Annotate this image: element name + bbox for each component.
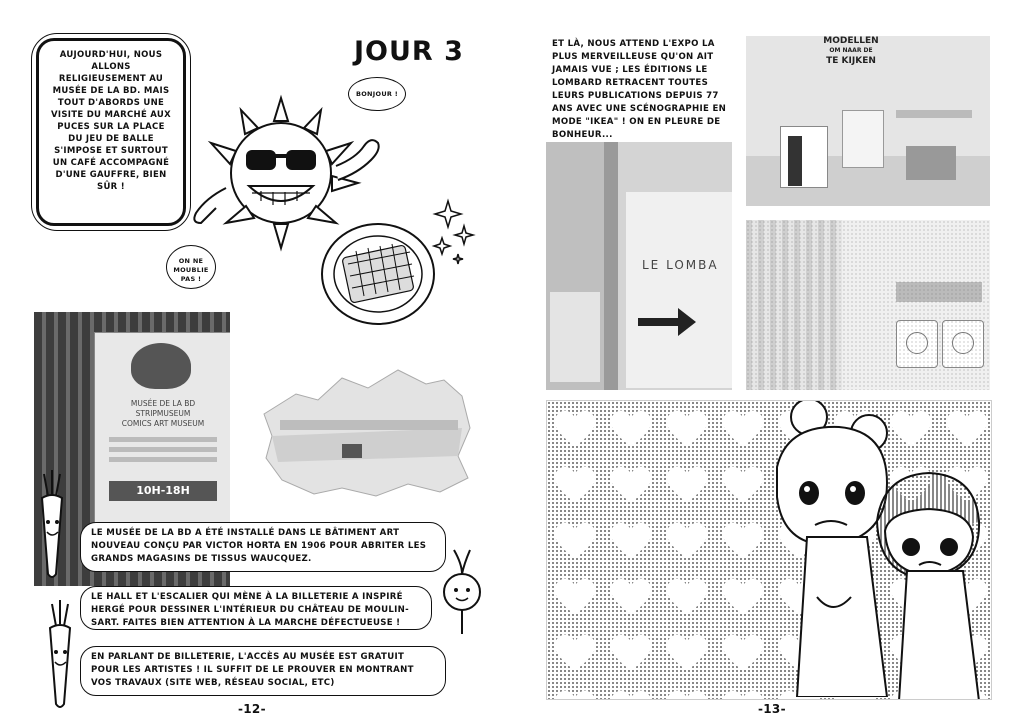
sign-hours: 10H-18H — [109, 481, 217, 501]
hallway-photo — [258, 366, 474, 498]
page-number-right: -13- — [758, 702, 786, 716]
page-title: JOUR 3 — [354, 36, 464, 67]
carrot-character-illustration — [32, 470, 72, 580]
photo-sign-line-2: OM NAAR DE — [829, 47, 873, 54]
intro-text: AUJOURD'HUI, NOUS ALLONS RELIGIEUSEMENT AU MUSÉE DE LA BD. MAIS TOUT D'ABORDS UNE VISITE DU MARCHÉ AUX PUCES SUR LA PLACE DU JEU DE BALLE S'IMPOSE ET SURTOUT UN CAFÉ ACCOMPAGNÉ D'UNE GAUFFRE, BIEN SÛR ! — [51, 50, 171, 192]
museum-sign-panel — [94, 332, 230, 534]
caption-ticketing — [80, 646, 446, 696]
ikea-room-photo — [746, 36, 990, 206]
arrow-right-icon — [634, 302, 700, 342]
caption-text: LE MUSÉE DE LA BD A ÉTÉ INSTALLÉ DANS LE BÂTIMENT ART NOUVEAU CONÇU PAR VICTOR HORTA EN 1906 POUR ABRITER LES GRANDS MAGASINS DE TISSUS WAUCQUEZ. — [91, 528, 427, 564]
page-number-left: -12- — [238, 702, 266, 716]
le-lombard-entrance-photo — [546, 142, 732, 390]
caption-hall-staircase — [80, 586, 432, 630]
expo-text: ET LÀ, NOUS ATTEND L'EXPO LA PLUS MERVEILLEUSE QU'ON AIT JAMAIS VUE ; LES ÉDITIONS LE LOMBARD RETRACENT TOUTES LEURS PUBLICATIONS DEPUIS 77 ANS AVEC UNE SCÉNOGRAPHIE EN MODE "IKEA" ! ON EN PLEURE DE BONHEUR... — [552, 39, 727, 140]
sparkle-icon — [428, 196, 478, 276]
waffle-plate-illustration — [316, 216, 440, 328]
photo-lombard-sign: LE LOMBA — [642, 258, 719, 272]
bubble-oublie-text: ON NE MOUBLIE PAS ! — [173, 257, 209, 283]
photo-sign-line-1: MODELLEN — [823, 36, 879, 46]
speech-bubble-bonjour — [348, 77, 406, 111]
right-page — [512, 0, 1024, 726]
sign-line-2: STRIPMUSEUM — [135, 409, 191, 418]
turnip-character-illustration — [440, 548, 484, 638]
caption-text: EN PARLANT DE BILLETERIE, L'ACCÈS AU MUSÉE EST GRATUIT POUR LES ARTISTES ! IL SUFFIT DE LE PROUVER EN MONTRANT VOS TRAVAUX (SITE WEB, RÉSEAU SOCIAL, ETC) — [91, 652, 414, 688]
sign-line-1: MUSÉE DE LA BD — [130, 399, 196, 408]
carrot-character-illustration — [40, 600, 80, 710]
museum-logo — [131, 343, 191, 389]
laundry-room-photo — [746, 220, 990, 390]
sign-line-3: COMICS ART MUSEUM — [121, 419, 205, 428]
photo-sign-line-3: TE KIJKEN — [826, 56, 876, 66]
crying-girl-character-2 — [863, 451, 991, 700]
caption-museum-history — [80, 522, 446, 572]
crying-characters-panel — [546, 400, 992, 700]
bubble-bonjour-text: BONJOUR ! — [355, 90, 399, 98]
caption-text: LE HALL ET L'ESCALIER QUI MÈNE À LA BILLETERIE A INSPIRÉ HERGÉ POUR DESSINER L'INTÉRIEUR DU CHÂTEAU DE MOULIN-SART. FAITES BIEN ATTENTION À LA MARCHE DÉFECTUEUSE ! — [91, 592, 409, 628]
speech-bubble-oublie — [166, 245, 216, 289]
intro-text-box — [36, 38, 186, 226]
